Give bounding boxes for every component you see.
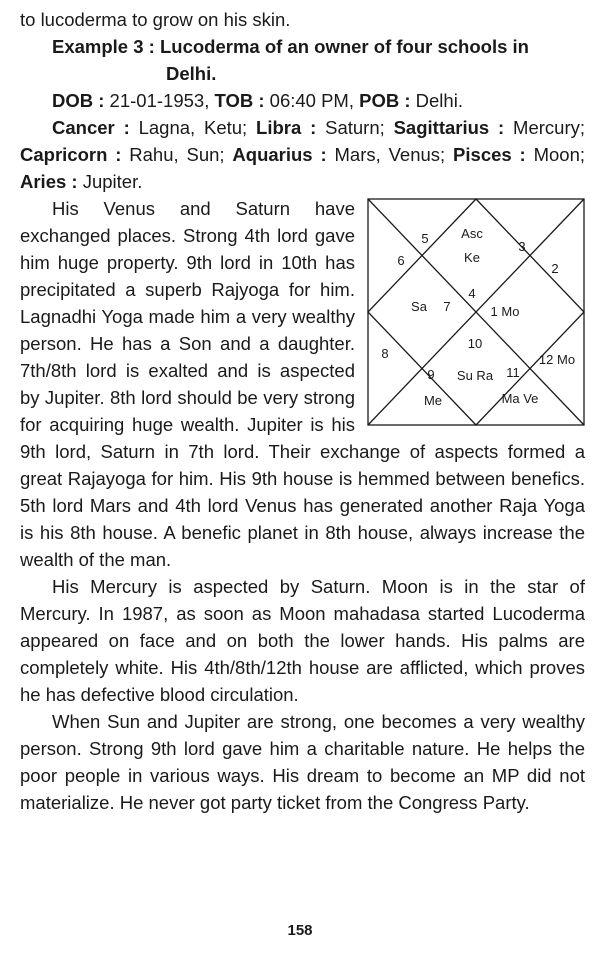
sign-name: Cancer : [52,117,130,138]
sign-name: Sagittarius : [393,117,505,138]
sign-planets: Jupiter. [77,171,143,192]
page-number: 158 [287,922,313,939]
chart-label: 10 [467,336,483,351]
sign-planets: Mercury; [504,117,585,138]
chart-label: Su Ra [456,368,494,383]
example-heading-line2: Delhi. [166,63,217,84]
chart-label: Ke [464,250,480,265]
chart-label: Me [423,393,443,408]
chart-label: 6 [397,253,405,268]
intro-line: to lucoderma to grow on his skin. [20,9,291,30]
tob-value: 06:40 PM, [264,90,360,111]
chart-label: Ma Ve [501,391,539,406]
chart-label: 3 [518,239,526,254]
chart-label: 1 Mo [490,304,520,319]
chart-label: 12 Mo [538,352,576,367]
chart-label: 2 [551,261,559,276]
sign-planets: Rahu, Sun; [121,144,233,165]
paragraph-1: His Venus and Saturn have exchanged places. Strong 4th lord gave him huge property. 9th lord in 10th has precipitated a superb Rajyoga for him. Lagnadhi Yoga made him a very wealthy person. He has a Son and a daughter. 7th/8th lord is exalted and is aspected by Jupiter. 8th lord should be very strong for acquiring huge wealth. Jupiter is his 9th lord, Saturn in 7th lord. Their exchange of aspects formed a great Rajayoga for him. His 9th house is hemmed between benefics. 5th lord Mars and 4th lord Venus has generated another Raja Yoga is his 8th house. A benefic planet in 8th house, always increase the wealth of the man. [20,198,585,570]
tob-label: TOB : [214,90,265,111]
sign-planets: Moon; [525,144,585,165]
birth-chart-diagram [367,198,585,426]
paragraph-3: When Sun and Jupiter are strong, one becomes a very wealthy person. Strong 9th lord gave him a charitable nature. He helps the poor people in various ways. His dream to become an MP did not materialize. He never got party ticket from the Congress Party. [20,711,585,813]
sign-name: Capricorn : [20,144,122,165]
sign-name: Libra : [256,117,317,138]
chart-label: 11 [506,365,520,380]
sign-planets: Lagna, Ketu; [129,117,257,138]
pob-label: POB : [359,90,411,111]
chart-label: 7 [443,299,451,314]
sign-name: Pisces : [453,144,526,165]
birth-details [20,87,585,114]
example-heading [20,33,585,87]
page-content [20,6,585,816]
sign-placements [20,114,585,195]
chart-label: 9 [427,367,435,382]
chart-label: 5 [421,231,429,246]
chart-label: 4 [468,286,476,301]
example-heading-line1: Example 3 : Lucoderma of an owner of four schools in [52,36,529,57]
chart-label: 8 [381,346,389,361]
dob-value: 21-01-1953, [104,90,215,111]
pob-value: Delhi. [410,90,463,111]
birth-chart [367,198,585,426]
sign-planets: Mars, Venus; [326,144,454,165]
chart-label: Asc [461,226,483,241]
sign-name: Aries : [20,171,78,192]
sign-name: Aquarius : [232,144,327,165]
paragraph-2: His Mercury is aspected by Saturn. Moon is in the star of Mercury. In 1987, as soon as Moon mahadasa started Lucoderma appeared on face and on both the lower hands. His palms are completely white. His 4th/8th/12th house are afflicted, which proves he has defective blood circulation. [20,576,585,705]
dob-label: DOB : [52,90,105,111]
chart-label: Sa [411,299,427,314]
sign-planets: Saturn; [316,117,394,138]
